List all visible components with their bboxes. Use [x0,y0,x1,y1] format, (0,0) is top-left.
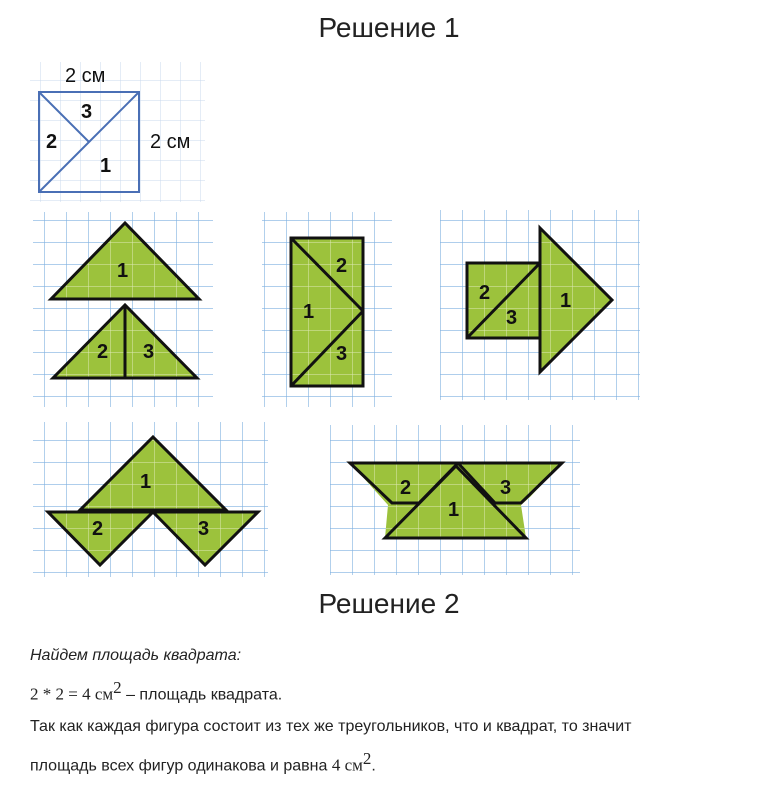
rectangle-piece [291,238,363,386]
piece-label: 1 [117,260,129,282]
square-right-dimension: 2 см [150,131,191,153]
piece-label: 3 [198,518,210,540]
equation-exponent: 2 [113,678,122,697]
square-piece-label: 2 [46,131,58,153]
piece-label: 1 [560,290,572,312]
piece-label: 2 [400,477,412,499]
piece-label: 3 [506,307,518,329]
conclusion-end: . [371,757,376,775]
piece-label: 1 [140,471,152,493]
square-diagram [30,62,205,202]
figure-rectangle [262,212,392,407]
solution-2-title: Решение 2 [318,588,460,619]
intro-text: Найдем площадь квадрата: [30,647,242,664]
piece-label: 2 [97,341,109,363]
conclusion-exponent: 2 [362,749,372,768]
piece-label: 2 [479,282,491,304]
figure-arrow [440,210,640,400]
conclusion-value: 4 см [331,755,363,775]
figure-chevron [33,422,268,577]
conclusion-text: площадь всех фигур одинакова и равна [30,757,332,775]
piece-label: 1 [448,499,460,521]
piece-label: 3 [500,477,512,499]
piece-label: 1 [303,301,315,323]
square-piece-label: 1 [100,155,112,177]
piece-label: 2 [336,255,348,277]
conclusion-line-1: Так как каждая фигура состоит из тех же треугольников, что и квадрат, то значит [30,718,632,735]
equation-expression: 2 * 2 = 4 см [30,684,114,704]
square-piece-label: 3 [81,101,93,123]
area-equation [30,677,282,706]
piece-label: 3 [143,341,155,363]
square-top-dimension: 2 см [65,65,106,87]
equation-text: – площадь квадрата. [121,686,283,704]
solution-1-title: Решение 1 [318,12,460,43]
figure-hourglass [330,425,580,575]
conclusion-line-2 [30,748,376,777]
figure-pyramid [33,212,213,407]
piece-label: 2 [92,518,104,540]
piece-label: 3 [336,343,348,365]
